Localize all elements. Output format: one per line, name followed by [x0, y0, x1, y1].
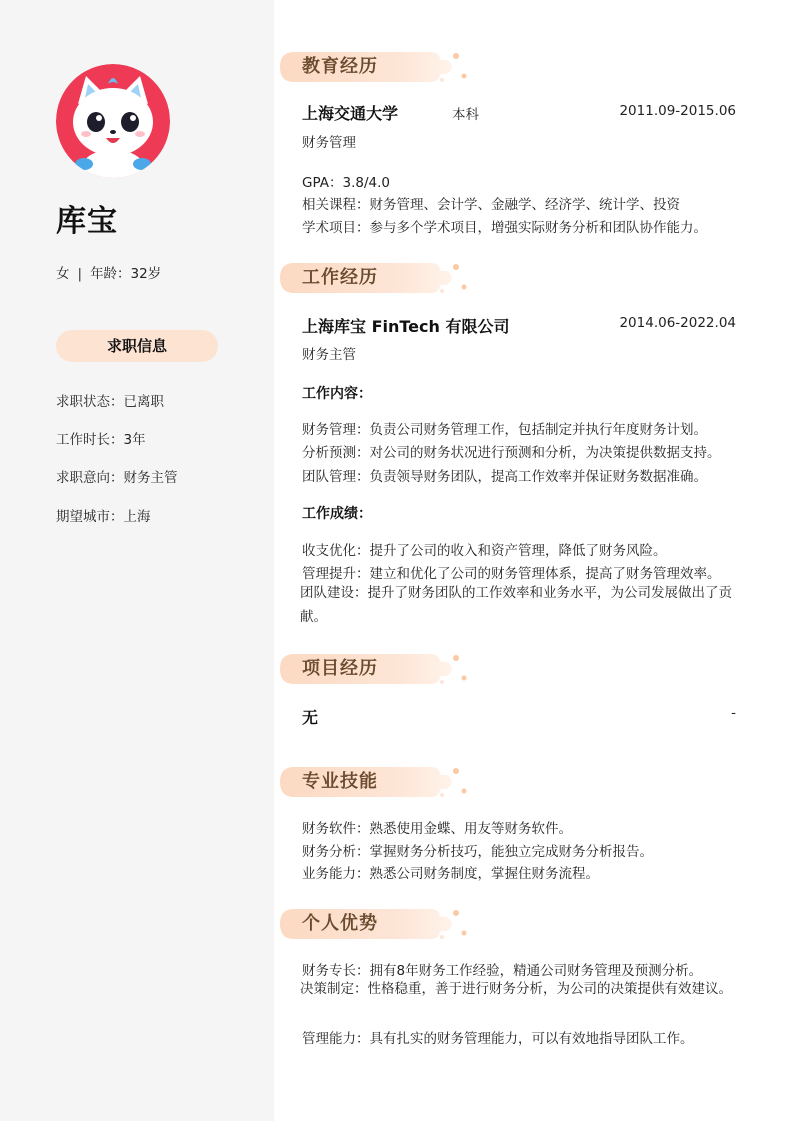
profile-separator: | — [77, 266, 83, 282]
education-courses: 相关课程：财务管理、会计学、金融学、经济学、统计学、投资 — [302, 197, 680, 213]
education-gpa: GPA：3.8/4.0 — [302, 175, 390, 191]
job-intent-title: 求职信息 — [56, 330, 218, 362]
education-school: 上海交通大学 — [302, 104, 399, 123]
profile-name: 库宝 — [56, 204, 118, 239]
profile-age: 年龄：32岁 — [90, 266, 162, 282]
strength-item: 决策制定：性格稳重，善于进行财务分析，为公司的决策提供有效建议。 — [300, 981, 732, 997]
work-achievement-item: 团队建设：提升了财务团队的工作效率和业务水平，为公司发展做出了贡献。 — [300, 585, 732, 625]
education-projects: 学术项目：参与多个学术项目，增强实际财务分析和团队协作能力。 — [302, 220, 707, 236]
section-skills-title: 专业技能 — [302, 771, 378, 792]
work-content-item: 分析预测：对公司的财务状况进行预测和分析，为决策提供数据支持。 — [302, 445, 721, 461]
work-achievement-item: 管理提升：建立和优化了公司的财务管理体系，提高了财务管理效率。 — [302, 566, 721, 582]
strength-item: 管理能力：具有扎实的财务管理能力，可以有效地指导团队工作。 — [302, 1031, 694, 1047]
education-major: 财务管理 — [302, 135, 356, 151]
work-period: 2014.06-2022.04 — [619, 315, 736, 331]
section-work-header — [280, 261, 480, 295]
section-education-title: 教育经历 — [302, 56, 378, 77]
job-status: 求职状态：已离职 — [56, 394, 164, 410]
work-duration: 工作时长：3年 — [56, 432, 146, 448]
section-project-title: 项目经历 — [302, 658, 378, 679]
skill-item: 业务能力：熟悉公司财务制度，掌握住财务流程。 — [302, 866, 599, 882]
expected-city: 期望城市：上海 — [56, 509, 151, 525]
work-achievements-title: 工作成绩： — [302, 506, 372, 522]
profile-gender: 女 — [56, 266, 70, 282]
project-name: 无 — [302, 708, 319, 727]
section-project-header — [280, 652, 480, 686]
strength-item: 财务专长：拥有8年财务工作经验，精通公司财务管理及预测分析。 — [302, 963, 703, 979]
work-content-item: 团队管理：负责领导财务团队，提高工作效率并保证财务数据准确。 — [302, 469, 707, 485]
section-skills-header — [280, 765, 480, 799]
section-work-title: 工作经历 — [302, 267, 378, 288]
avatar — [56, 64, 170, 178]
project-period: - — [731, 705, 736, 721]
work-position: 财务主管 — [302, 347, 356, 363]
cat-mascot-icon — [56, 64, 170, 178]
section-strengths-title: 个人优势 — [302, 913, 378, 934]
job-target: 求职意向：财务主管 — [56, 470, 178, 486]
work-content-title: 工作内容： — [302, 386, 372, 402]
work-company: 上海库宝 FinTech 有限公司 — [302, 317, 510, 336]
education-degree: 本科 — [452, 107, 479, 123]
work-content-item: 财务管理：负责公司财务管理工作，包括制定并执行年度财务计划。 — [302, 422, 707, 438]
skill-item: 财务分析：掌握财务分析技巧，能独立完成财务分析报告。 — [302, 844, 653, 860]
profile-basic — [56, 262, 161, 282]
section-education-header — [280, 50, 480, 84]
skill-item: 财务软件：熟悉使用金蝶、用友等财务软件。 — [302, 821, 572, 837]
work-achievement-item: 收支优化：提升了公司的收入和资产管理，降低了财务风险。 — [302, 543, 667, 559]
education-period: 2011.09-2015.06 — [619, 103, 736, 119]
section-strengths-header — [280, 907, 480, 941]
